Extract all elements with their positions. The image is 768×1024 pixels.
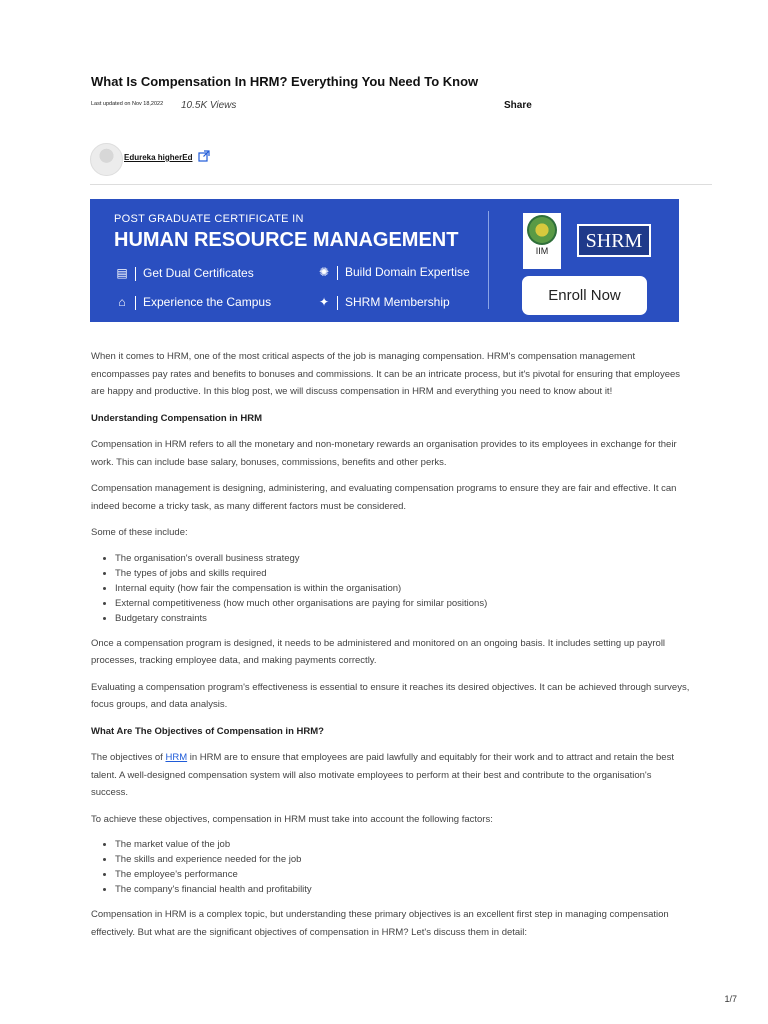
article-body bbox=[91, 348, 691, 950]
paragraph: Compensation in HRM refers to all the monetary and non-monetary rewards an organisation provides to its employees in exchange for their work. This can include base salary, bonuses, commissions, benefits and other perks. bbox=[91, 439, 677, 468]
banner-title: HUMAN RESOURCE MANAGEMENT bbox=[114, 229, 459, 251]
hrm-link[interactable]: HRM bbox=[165, 752, 188, 763]
course-banner[interactable] bbox=[90, 199, 679, 322]
author-link[interactable]: Edureka higherEd bbox=[124, 153, 193, 162]
iim-logo: IIM bbox=[523, 213, 561, 269]
share-button[interactable]: Share bbox=[504, 100, 532, 111]
paragraph: Compensation management is designing, administering, and evaluating compensation programs to ensure they are fair and effective. It can indeed become a tricky task, as many different factors must be considered. bbox=[91, 483, 677, 512]
paragraph: Evaluating a compensation program's effectiveness is essential to ensure it reaches its desired objectives. It can be achieved through surveys, focus groups, and data analysis. bbox=[91, 681, 690, 710]
enroll-now-button[interactable]: Enroll Now bbox=[522, 276, 647, 315]
objectives-factors-list bbox=[91, 837, 691, 897]
last-updated: Last updated on Nov 18,2022 bbox=[91, 101, 164, 107]
author-avatar bbox=[90, 143, 123, 176]
gear-icon: ✺ bbox=[318, 265, 330, 279]
list-item: • The organisation's overall business strategy bbox=[115, 551, 691, 566]
heading-understanding: Understanding Compensation in HRM bbox=[91, 412, 262, 424]
heading-objectives: What Are The Objectives of Compensation in HRM? bbox=[91, 725, 324, 737]
list-item: • Internal equity (how fair the compensation is within the organisation) bbox=[115, 581, 691, 596]
list-item: • The company's financial health and profitability bbox=[115, 882, 691, 897]
intro-paragraph: When it comes to HRM, one of the most critical aspects of the job is managing compensation. HRM's compensation management encompasses pay rates and benefits to bonuses and commissions. It can be an intricate process, but it's pivotal for ensuring that employees are happy and productive. In this blog post, we will discuss compensation in HRM and everything you need to know about it! bbox=[91, 351, 681, 397]
certificate-icon: ▤ bbox=[116, 266, 128, 280]
paragraph: The objectives of HRM in HRM are to ensure that employees are paid lawfully and equitably for their work and to attract and retain the best talent. A well-designed compensation system will also motivate employees to perform at their best and contribute to the organisation's success. bbox=[91, 752, 674, 798]
banner-divider bbox=[488, 211, 489, 309]
feature-shrm-membership: ✦ SHRM Membership bbox=[316, 295, 450, 310]
membership-icon: ✦ bbox=[318, 295, 330, 309]
page-number: 1/7 bbox=[724, 994, 737, 1004]
campus-icon: ⌂ bbox=[118, 295, 126, 309]
shrm-logo: SHRM bbox=[577, 224, 651, 257]
list-item: • External competitiveness (how much other organisations are paying for similar positions) bbox=[115, 596, 691, 611]
list-item: • The market value of the job bbox=[115, 837, 691, 852]
paragraph: Some of these include: bbox=[91, 527, 188, 538]
header-divider bbox=[90, 184, 712, 185]
list-item: • The employee's performance bbox=[115, 867, 691, 882]
factors-list bbox=[91, 551, 691, 626]
list-item: • Budgetary constraints bbox=[115, 611, 691, 626]
paragraph: Once a compensation program is designed, it needs to be administered and monitored on an ongoing basis. It includes setting up payroll processes, tracking employee data, and making payments correctly. bbox=[91, 637, 666, 666]
list-item: • The types of jobs and skills required bbox=[115, 566, 691, 581]
banner-kicker: POST GRADUATE CERTIFICATE IN bbox=[114, 213, 304, 225]
paragraph: Compensation in HRM is a complex topic, but understanding these primary objectives is an excellent first step in managing compensation effectively. But what are the significant objectives of compensation in HRM? Let's discuss them in detail: bbox=[91, 909, 669, 938]
external-link-icon[interactable] bbox=[198, 150, 210, 162]
view-count: 10.5K Views bbox=[181, 100, 237, 111]
paragraph: To achieve these objectives, compensation in HRM must take into account the following factors: bbox=[91, 813, 493, 825]
feature-dual-certificates: ▤ Get Dual Certificates bbox=[114, 266, 254, 281]
article-title: What Is Compensation In HRM? Everything You Need To Know bbox=[91, 74, 479, 89]
feature-domain-expertise: ✺ Build Domain Expertise bbox=[316, 265, 470, 280]
list-item: • The skills and experience needed for the job bbox=[115, 852, 691, 867]
feature-campus: ⌂ Experience the Campus bbox=[114, 295, 271, 310]
